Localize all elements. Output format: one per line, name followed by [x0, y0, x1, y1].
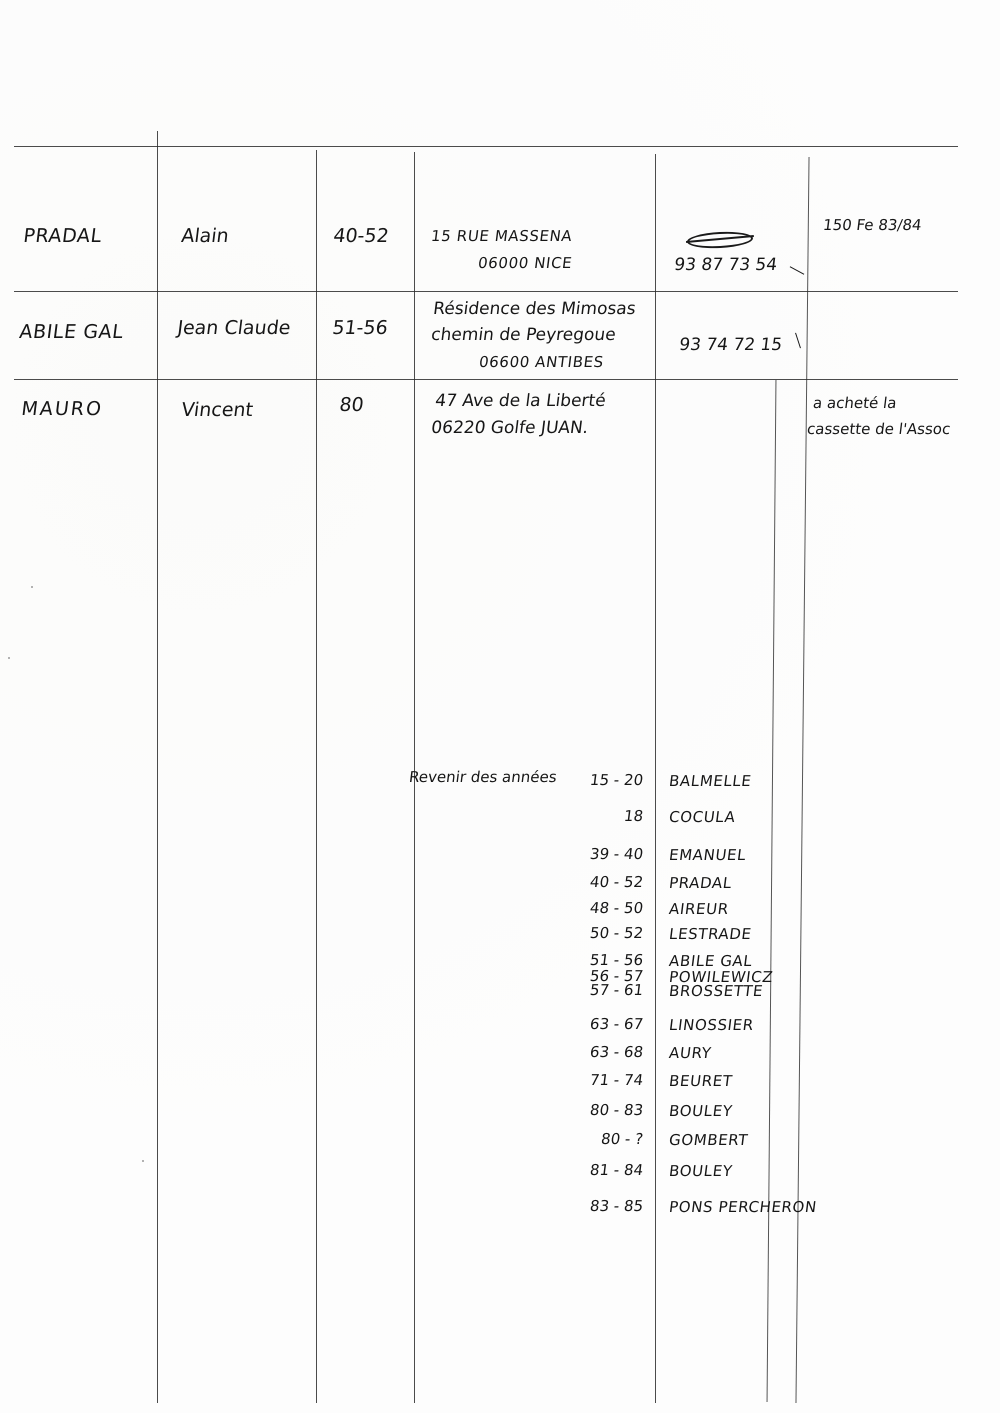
list-item-name: LINOSSIER — [668, 1016, 755, 1034]
table-rule-row1 — [14, 291, 958, 292]
record-1-note: 150 Fe 83/84 — [822, 216, 923, 234]
record-3-address-line2: 06220 Golfe JUAN. — [430, 418, 590, 438]
list-item-name: GOMBERT — [668, 1131, 750, 1149]
list-item-years: 63 - 67 — [588, 1015, 645, 1033]
list-item-name: AURY — [668, 1044, 713, 1062]
record-3-firstname: Vincent — [180, 399, 255, 421]
record-3-years: 80 — [338, 394, 365, 416]
record-3-address-line1: 47 Ave de la Liberté — [434, 391, 607, 411]
record-2-address-line2: chemin de Peyregoue — [430, 325, 617, 345]
record-2-years: 51-56 — [331, 317, 390, 339]
list-item-years: 80 - ? — [600, 1130, 645, 1148]
list-item-name: BROSSETTE — [668, 982, 765, 1000]
list-item-years: 15 - 20 — [588, 771, 645, 789]
list-item-years: 57 - 61 — [588, 981, 645, 999]
list-item-name: PONS PERCHERON — [668, 1198, 818, 1216]
list-item-name: BALMELLE — [668, 772, 753, 790]
record-1-phone: 93 87 73 54 — [673, 255, 779, 275]
record-3-note-line2: cassette de l'Assoc — [806, 420, 952, 438]
list-item-years: 83 - 85 — [588, 1197, 645, 1215]
table-column-rule-4 — [655, 154, 656, 1403]
list-item-name: BOULEY — [668, 1162, 734, 1180]
record-2-phone: 93 74 72 15 — [678, 335, 784, 355]
record-2-address-line3: 06600 ANTIBES — [478, 353, 605, 371]
record-2-address-line1: Résidence des Mimosas — [432, 299, 637, 319]
scan-speck — [8, 657, 10, 659]
record-3-note-line1: a acheté la — [812, 394, 898, 412]
list-item-name: BOULEY — [668, 1102, 734, 1120]
list-item-name: AIREUR — [668, 900, 730, 918]
list-item-years: 63 - 68 — [588, 1043, 645, 1061]
record-1-firstname: Alain — [180, 225, 231, 247]
list-item-years: 81 - 84 — [588, 1161, 645, 1179]
record-1-years: 40-52 — [332, 225, 391, 247]
list-item-years: 71 - 74 — [588, 1071, 645, 1089]
list-item-name: PRADAL — [668, 874, 733, 892]
scan-speck — [142, 1160, 144, 1162]
list-item-years: 51 - 56 — [588, 951, 645, 969]
record-2-surname: ABILE GAL — [18, 321, 125, 343]
table-rule-row2 — [14, 379, 958, 380]
list-item-years: 56 - 57 — [588, 967, 645, 985]
table-rule-top — [14, 146, 958, 147]
table-column-rule-2 — [316, 150, 317, 1403]
record-2-firstname: Jean Claude — [176, 317, 292, 339]
list-item-name: LESTRADE — [668, 925, 753, 943]
record-3-surname: MAURO — [20, 398, 105, 420]
list-item-name: COCULA — [668, 808, 737, 826]
record-1-address-line2: 06000 NICE — [477, 254, 574, 272]
list-item-name: EMANUEL — [668, 846, 748, 864]
list-item-years: 40 - 52 — [588, 873, 645, 891]
list-item-name: BEURET — [668, 1072, 734, 1090]
list-title: Revenir des années — [408, 768, 558, 786]
scan-speck — [31, 586, 33, 588]
list-item-years: 48 - 50 — [588, 899, 645, 917]
list-item-years: 18 — [622, 807, 645, 825]
record-1-address-line1: 15 RUE MASSENA — [430, 227, 574, 245]
list-item-years: 50 - 52 — [588, 924, 645, 942]
record-1-surname: PRADAL — [22, 225, 104, 247]
list-item-name: POWILEWICZ — [668, 968, 775, 986]
list-item-years: 80 - 83 — [588, 1101, 645, 1119]
list-item-name: ABILE GAL — [668, 952, 754, 970]
list-item-years: 39 - 40 — [588, 845, 645, 863]
table-column-rule-1 — [157, 131, 158, 1403]
